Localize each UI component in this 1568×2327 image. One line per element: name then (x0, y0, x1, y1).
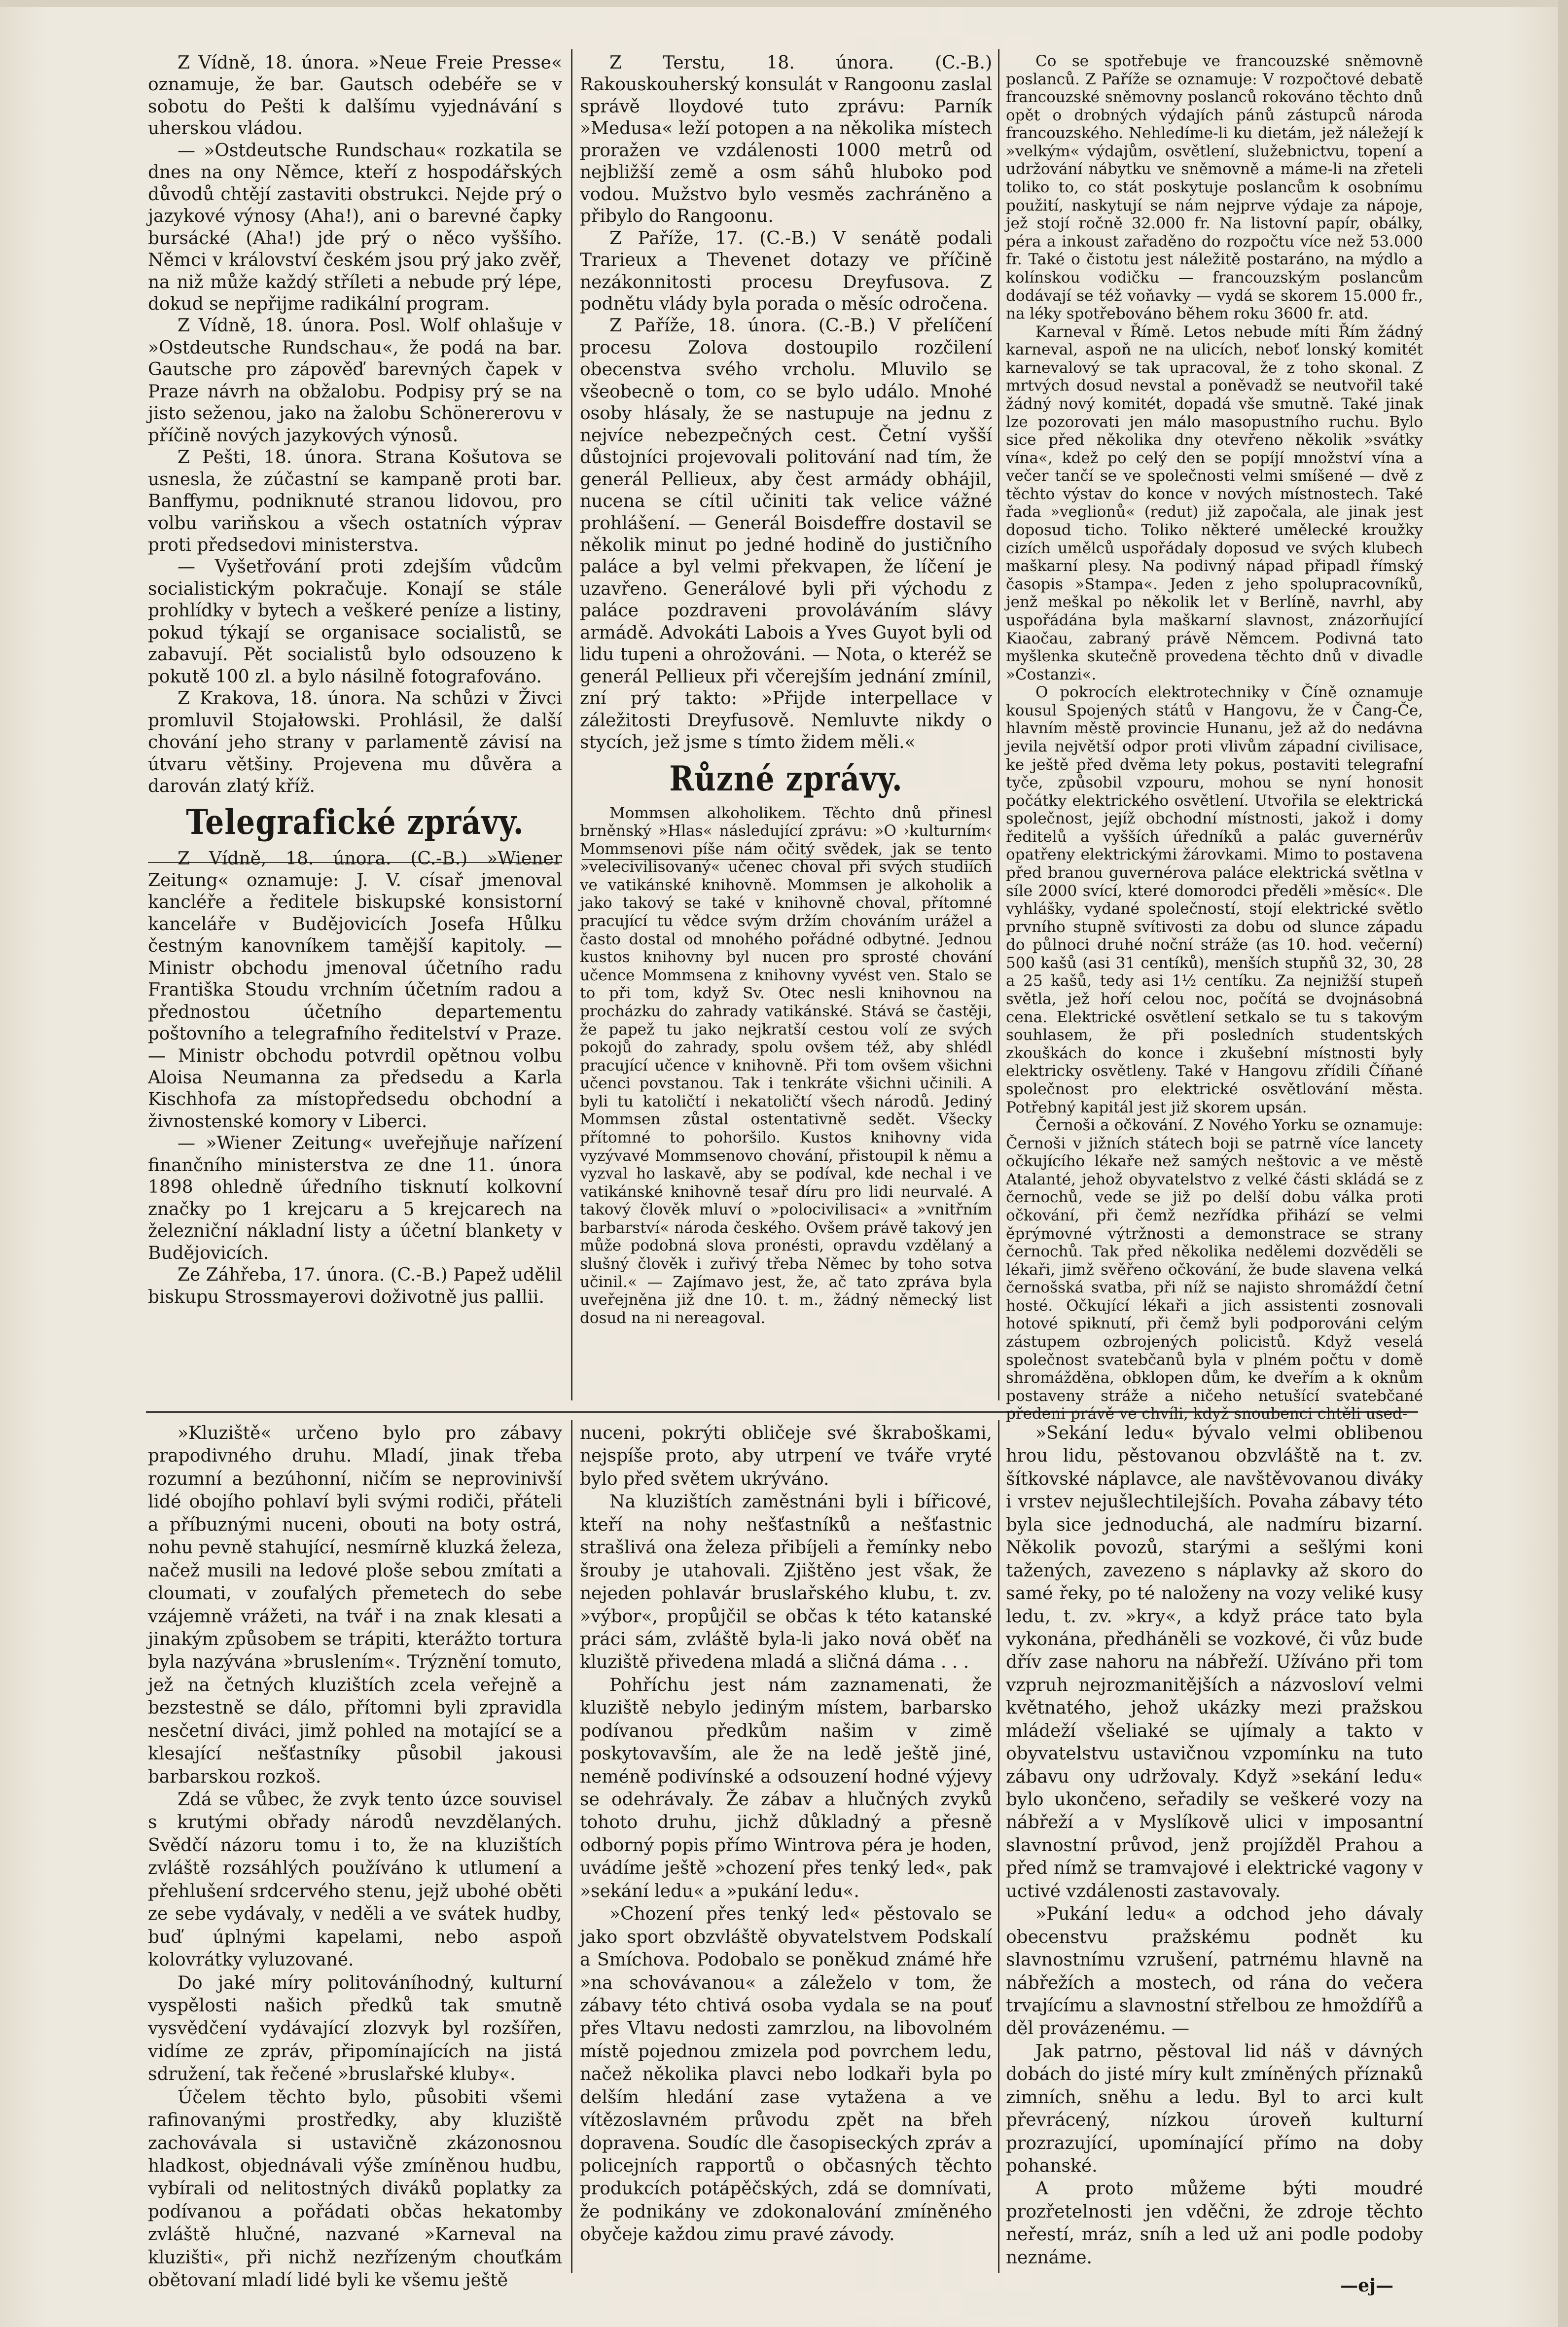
column-1 (148, 52, 562, 1403)
scan-right-edge (1558, 0, 1568, 2327)
telegraph-zagreb: Ze Záhřeba, 17. února. (C.-B.) Papež udělil biskupu Strossmayerovi doživotně jus pallii. (148, 1265, 562, 1307)
lower-column-rule-2 (998, 1420, 999, 2273)
news-pest-1: Z Pešti, 18. února. Strana Košutova se usnesla, že zúčastní se kampaně proti bar. Banffymu, podniknuté stranou lidovou, pro volbu variňskou a všech ostatních výprav proti předsedovi ministerstva. (148, 447, 562, 555)
author-signature: —ej— (1340, 2275, 1393, 2296)
feuilleton-4: Účelem těchto bylo, působiti všemi rafinovanými prostředky, aby kluziště zachovávala si ustavičně zkázonosnou hladkost, objednávali výše zmíněnou hudbu, vybírali od nelitostných diváků poplatky za podívanou a pořádati občas hekatomby zvláště hlučné, nazvané »Karneval na kluzišti«, při nichž nezřízeným chouťkám obětovaní mladí lidé byli ke všemu ještě (148, 2087, 562, 2291)
news-pest-2: — Vyšetřování proti zdejším vůdcům socialistickým pokračuje. Konají se stále prohlídky v bytech a veškeré peníze a listiny, pokud týkají se organisace socialistů, se zabavují. Pět socialistů bylo odsouzeno k pokutě 100 zl. a bylo násilně fotografováno. (148, 557, 562, 687)
news-krakow: Z Krakova, 18. února. Na schůzi v Živci promluvil Stojałowski. Prohlásil, že další chování jeho strany v parlamentě závisí na útvaru většiny. Projevena mu důvěra a darován zlatý kříž. (148, 688, 562, 796)
column-3 (1006, 52, 1423, 1423)
news-paris-2: Z Paříže, 18. února. (C.-B.) V přelíčení procesu Zolova dostoupilo rozčilení obecenstva svého vrcholu. Mluvilo se všeobecně o tom, co se bylo událo. Mnohé osoby hlásaly, že se nastupuje na jednu z nejvíce nebezpečných cest. Četní vyšší důstojníci projevovali politování nad tím, že generál Pellieux, aby čest armády obhájil, nucena se cítil učiniti tak velice vážné prohlášení. — Generál Boisdeffre dostavil se několik minut po jedné hodině do justičního paláce a byl velmi překvapen, že líčení je uzavřeno. Generálové byli při východu z paláce pozdraveni provoláváním slávy armádě. Advokáti Labois a Yves Guyot byli od lidu tupeni a ohrožováni. — Nota, o kteréž se generál Pellieux při včerejším jednání zmínil, zní prý takto: »Přijde interpellace v záležitosti Dreyfusově. Nemluvte nikdy o stycích, jež jsme s tímto židem měli.« (580, 316, 992, 753)
feuilleton-10: »Pukání ledu« a odchod jeho dávaly obecenstvu pražskému podnět ku slavnostnímu vzrušení, patrnému hlavně na nábřežích a mostech, od rána do večera trvajícímu a slavnostní střelbou ze hmoždířů a děl provázenému. — (1006, 1904, 1423, 2039)
section-title-telegraph: Telegrafické zprávy. (186, 803, 524, 843)
news-trieste: Z Terstu, 18. února. (C.-B.) Rakouskouherský konsulát v Rangoonu zaslal správě lloydové tuto zprávu: Parník »Medusa« leží potopen a na několika místech proražen ve vzdálenosti 1000 metrů od nejbližší země a osm sáhů hluboko pod vodou. Mužstvo bylo vesměs zachráněno a přibylo do Rangoonu. (580, 53, 992, 227)
column-rule-1 (571, 49, 572, 1400)
news-vienna-2: Z Vídně, 18. února. Posl. Wolf ohlašuje v »Ostdeutsche Rundschau«, že podá na bar. Gautsche pro zápověď barevných čapek v Praze návrh na obžalobu. Podpisy prý se na jisto seženou, jako na žalobu Schönererovu v příčině nových jazykových výnosů. (148, 316, 562, 446)
scan-top-edge (0, 0, 1568, 7)
lower-column-rule-1 (571, 1420, 572, 2273)
feuilleton-12: A proto můžeme býti moudré prozřetelnosti jen vděčni, že zdroje těchto neřestí, mráz, sníh a led už ani podle podoby neznáme. (1006, 2179, 1423, 2268)
feuilleton-5: nuceni, pokrýti obličeje své škraboškami, nejspíše proto, aby utrpení ve tváře vryté bylo před světem ukrýváno. (580, 1423, 992, 1489)
lower-column-1 (148, 1422, 562, 2291)
lower-column-2 (580, 1422, 992, 2270)
feuilleton-1: »Kluziště« určeno bylo pro zábavy prapodivného druhu. Mladí, jinak třeba rozumní a bezúhonní, ničím se neprovinivší lidé obojího pohlaví byli svými rodiči, přáteli a příbuznými nuceni, obouti na boty ostrá, nohu pevně stahující, nesmírně kluzká železa, načež musili na ledové ploše sebou zmítati a cloumati, v zoufalých přemetech do sebe vzájemně vrážeti, na tvář i na znak klesati a jinakým způsobem se trápiti, kterážto tortura byla nazývána »bruslením«. Trýznění tomuto, jež na četných kluzištích zcela veřejně a bezstestně se dálo, přítomni byli zpravidla nesčetní diváci, jimž pohled na motající se a klesající nešťastníky působil jakousi barbarskou rozkoš. (148, 1423, 562, 1787)
news-vienna-1: Z Vídně, 18. února. »Neue Freie Presse« oznamuje, že bar. Gautsch odebéře se v sobotu do Pešti k dalšímu vyjednávání s uherskou vládou. (148, 53, 562, 139)
various-french-chamber: Co se spotřebuje ve francouzské sněmovně poslanců. Z Paříže se oznamuje: V rozpočtové debatě francouzské sněmovny poslanců rokováno těchto dnů opět o drobných výdajích pánů zástupců národa francouzského. Nehledíme-li ku dietám, jež náležejí k »velkým« výdajům, osvětlení, služebnictvu, topení a udržování nábytku ve sněmovně a máme-li na zřeteli toliko to, co stát poskytuje poslancům k osobnímu použití, naskytují se nám nejprve výdaje za nápoje, jež stojí ročně 32.000 fr. Na listovní papír, obálky, péra a inkoust zařaděno do rozpočtu více než 53.000 fr. Také o čistotu jest náležitě postaráno, na mýdlo a kolínskou vodičku — francouzským poslancům dodávají se též voňavky — vydá se skorem 15.000 fr., na léky spotřebováno během roku 3600 fr. atd. (1006, 52, 1423, 323)
section-title-various: Různé zprávy. (669, 759, 903, 799)
column-2 (580, 52, 992, 1403)
various-mommsen: Mommsen alkoholikem. Těchto dnů přinesl brněnský »Hlas« následující zprávu: »O ›kulturním‹ Mommsenovi píše nám očitý svědek, jak se tento »velecivilisovaný« učenec choval při svých studiích ve vatikánské knihovně. Mommsen je alkoholik a jako takový se také v knihovně choval, přítomné pracující tu vědce svým držím chováním urážel a často dostal od mnohého pořádné odbytné. Jednou kustos knihovny byl nucen pro sprosté chování učence Mommsena z knihovny vyvést ven. Stalo se to při tom, když Sv. Otec nesli knihovnou na procházku do zahrady vatikánské. Stává se častěji, že papež tu jako nejkratší cestou volí ze svých pokojů do zahrady, spolu ovšem též, aby shlédl pracující učence v knihovně. Při tom ovšem všichni učenci povstanou. Tak i tenkráte všichni učinili. A byli tu katoličtí i nekatoličtí všech národů. Jediný Mommsen zůstal ostentativně sedět. Všecky přítomné to pohoršilo. Kustos knihovny vida vyzývavé Mommsenovo chování, přistoupil k němu a vyzval ho laskavě, aby se podíval, kde nechal i ve vatikánské knihovně tesař díru pro lidi neurvalé. A takový člověk mluví o »polocivilisaci« a »vnitřním barbarství« národa českého. Ovšem právě takový jen může podobná slova pronésti, opravdu vzdělaný a slušný člověk i zuřivý třeba Němec by toho sotva učinil.« — Zajímavo jest, že, ač tato zpráva byla uveřejněna již dne 10. t. m., žádný německý list dosud na ni nereagoval. (580, 804, 992, 1327)
feuilleton-3: Do jaké míry politováníhodný, kulturní vyspělosti našich předků tak smutně vysvědčení vydávající zlozvyk byl rozšířen, vidíme ze zpráv, připomínajících na jistá sdružení, tak řečené »bruslařské kluby«. (148, 1972, 562, 2085)
column-rule-2 (998, 49, 999, 1400)
telegraph-vienna-1: Z Vídně, 18. února. (C.-B.) »Wiener Zeitung« oznamuje: J. V. císař jmenoval kancléře a ředitele biskupské konsistorní kanceláře v Budějovicích Josefa Hůlku čestným kanovníkem tamější kapitoly. — Ministr obchodu jmenoval účetního radu Františka Stoudu vrchním účetním radou a přednostou účetního departementu poštovního a telegrafního ředitelství v Praze. — Ministr obchodu potvrdil opětnou volbu Aloisa Neumanna za předsedu a Karla Kischhofa za místopředsedu obchodní a živnostenské komory v Liberci. (148, 848, 562, 1132)
feuilleton-2: Zdá se vůbec, že zvyk tento úzce souvisel s krutými obřady národů nevzdělaných. Svědčí názoru tomu i to, že na kluzištích zvláště rozsáhlých používáno k utlumení a přehlušení srdcervého stenu, jejž ubohé oběti ze sebe vydávaly, v neděli a ve svátek hudby, buď úplnými kapelami, nebo aspoň kolovrátky vyluzované. (148, 1790, 562, 1970)
feuilleton-11: Jak patrno, pěstoval lid náš v dávných dobách do jisté míry kult zmíněných příznaků zimních, sněhu a ledu. Byl to arci kult převrácený, nízkou úroveň kulturní prozrazující, upomínající přímo na doby pohanské. (1006, 2041, 1423, 2176)
lower-column-3 (1006, 1422, 1423, 2296)
various-vaccination: Černoši a očkování. Z Nového Yorku se oznamuje: Černoši v jižních státech boji se patrně více lancety očkujícího lékaře než samých neštovic a ve městě Atalanté, jehož obyvatelstvo z velké části skládá se z černochů, vede se již po delší dobu válka proti očkování, při čemž nezřídka přihází se velmi ěprýmovné výtržnosti a demonstrace se strany černochů. Tak před několika nedělemi dozvěděli se lékaři, jimž svěřeno očkování, že bude slavena velká černošská svatba, při níž se najisto shromáždí četní hosté. Očkující lékaři a jich assistenti zosnovali hotové spiknutí, při čemž byli podporováni celým zástupem ozbrojených policistů. Když veselá společnost svatebčanů byla v plném počtu v domě shromážděna, obklopen dům, ke dveřím a k oknům postaveny stráže a ničeho netušící svatebčané předeni právě ve chvíli, když snoubenci chtěli used- (1006, 1116, 1423, 1423)
feuilleton-7: Pohříchu jest nám zaznamenati, že kluziště nebylo jediným místem, barbarsko podívanou předkům našim v zimě poskytovavším, ale že na ledě ještě jiné, neméně podivínské a odsouzení hodné výjevy se odehrávaly. Že zábav a hlučných zvyků tohoto druhu, jichž důkladný a přesně odborný popis přímo Wintrova péra je hoden, uvádíme ještě »chození přes tenký led«, pak »sekání ledu« a »pukání ledu«. (580, 1675, 992, 1901)
telegraph-vienna-2: — »Wiener Zeitung« uveřejňuje nařízení finančního ministerstva ze dne 11. února 1898 ohledně úředního tisknutí kolkovní značky po 1 krejcaru a 5 krejcarech na železniční nákladní listy a účetní blankety v Budějovicích. (148, 1133, 562, 1263)
various-carnival-rome: Karneval v Římě. Letos nebude míti Řím žádný karneval, aspoň ne na ulicích, neboť lonský komitét karnevalový se tak upracoval, že z toho skonal. Z mrtvých dosud nevstal a poněvadž se neutvořil také žádný nový komitét, dopadá vše smutně. Také jinak lze pozorovati jen málo masopustního ruchu. Bylo sice před několika dny otevřeno několik »svátky vína«, kdež po celý den se popíjí množství vína a večer tančí se ve společnosti velmi smíšené — dvě z těchto výstav do konce v nových místnostech. Také řada »veglionů« (redut) již započala, ale jinak jest doposud ticho. Toliko některé umělecké kroužky cizích umělců uspořádaly doposud ve svých klubech maškarní plesy. Na podivný nápad připadl římský časopis »Stampa«. Jeden z jeho spolupracovníků, jenž meškal po několik let v Berlíně, navrhl, aby uspořádána byla maškarní slavnost, znázorňující Kiaočau, zabraný právě Němcem. Podivná tato myšlenka skutečně provedena těchto dnů v divadle »Costanzi«. (1006, 322, 1423, 683)
feuilleton-6: Na kluzištích zaměstnáni byli i bířicové, kteří na nohy nešťastníků a nešťastnic strašlivá ona železa přibíjeli a řemínky nebo šrouby je utahovali. Zjištěno jest však, že nejeden pohlavár bruslařského klubu, t. zv. »výbor«, propůjčil se občas k této katanské práci sám, zvláště byla-li jako nová oběť na kluziště přivedena mladá a sličná dáma . . . (580, 1492, 992, 1673)
various-china-electro: O pokrocích elektrotechniky v Číně oznamuje kousul Spojených států v Hangovu, že v Čang-Če, hlavním městě provincie Hunanu, jež až do nedávna jevila největší odpor proti vlivům západní civilisace, ke ještě před dvěma lety pokus, postaviti telegrafní tyče, způsobil vzpouru, mohou se nyní honosit počátky elektrického osvětlení. Utvořila se elektrická společnost, jejíž obchodní místnosti, jakož i domy ředitelů a vyšších úředníků a palác guvernérův opatřeny elektrickými žárovkami. Mimo to postavena před branou guvernérova paláce elektrická světlna v síle 2000 svící, které domorodci předěli »měsíc«. Dle vyhlášky, vydané společností, stojí elektrické světlo prvního stupně svítivosti za dobu od slunce západu do půlnoci druhé noční stráže (as 10. hod. večerní) 500 kašů (asi 31 centíků), menších stupňů 32, 30, 28 a 25 kašů, tedy asi 1½ centíku. Za nejnižší stupeň světla, jež hoří celou noc, počítá se dvojnásobná cena. Elektrické osvětlení setkalo se tu s takovým souhlasem, že při posledních studentských zkouškách do konce i zkušební místnosti byly elektricky osvětleny. Také v Hangovu zřídili Číňané společnost pro elektrické osvětlování města. Potřebný kapitál jest již skorem upsán. (1006, 683, 1423, 1116)
feuilleton-8: »Chození přes tenký led« pěstovalo se jako sport obzvláště obyvatelstvem Podskalí a Smíchova. Podobalo se poněkud známé hře »na schovávanou« a záleželo v tom, že zábavy této chtivá osoba vydala se na pouť přes Vltavu nedosti zamrzlou, na libovolném místě pojednou zmizela pod povrchem ledu, načež několika plavci nebo lodkaři byla po delším hledání zase vytažena a ve vítězoslavném průvodu zpět na břeh dopravena. Soudíc dle časopiseckých zpráv a policejních rapportů o občasných těchto produkcích potápěčských, zdá se domnívati, že podnikány ve zdokonalování zmíněného obyčeje každou zimu pravé závody. (580, 1904, 992, 2245)
news-ostdeutsche: — »Ostdeutsche Rundschau« rozkatila se dnes na ony Němce, kteří z hospodářských důvodů chtějí zastaviti obstrukci. Nejde prý o jazykové výnosy (Aha!), ani o barevné čapky bursácké (Aha!) jde prý o něco vyššího. Němci v království českém jsou prý jako zvěř, na niž může každý stříleti a nebude prý lépe, dokud se nepřijme radikální program. (148, 140, 562, 314)
feuilleton-9: »Sekání ledu« bývalo velmi oblibenou hrou lidu, pěstovanou obzvláště na t. zv. šítkovské náplavce, ale navštěvovanou diváky i vrstev nejušlechtilejších. Povaha zábavy této byla sice jednoduchá, ale nadmíru bizarní. Několik povozů, starými a sešlými koni tažených, zavezeno s náplavky až skoro do samé řeky, po té naloženy na vozy veliké kusy ledu, t. zv. »kry«, a když práce tato byla vykonána, předháněli se vozkové, či vůz bude dřív zase nahoru na nábřeží. Užíváno při tom vzpruh nejrozmanitějších a názvosloví velmi květnatého, jehož ukázky mezi pražskou mládeží všeliaké se ujímaly a takto v obyvatelstvu ustavičnou vzpomínku na tuto zábavu ony udržovaly. Když »sekání ledu« bylo ukončeno, seřadily se veškeré vozy na nábřeží a v Myslíkově ulici v imposantní slavnostní průvod, jenž projížděl Prahou a před nímž se tramvajové i elektrické vagony v uctivé vzdálenosti zastavovaly. (1006, 1423, 1423, 1901)
news-paris-1: Z Paříže, 17. (C.-B.) V senátě podali Trarieux a Thevenet dotazy ve příčině nezákonnitosti procesu Dreyfusova. Z podnětu vlády byla porada o měsíc odročena. (580, 228, 992, 314)
